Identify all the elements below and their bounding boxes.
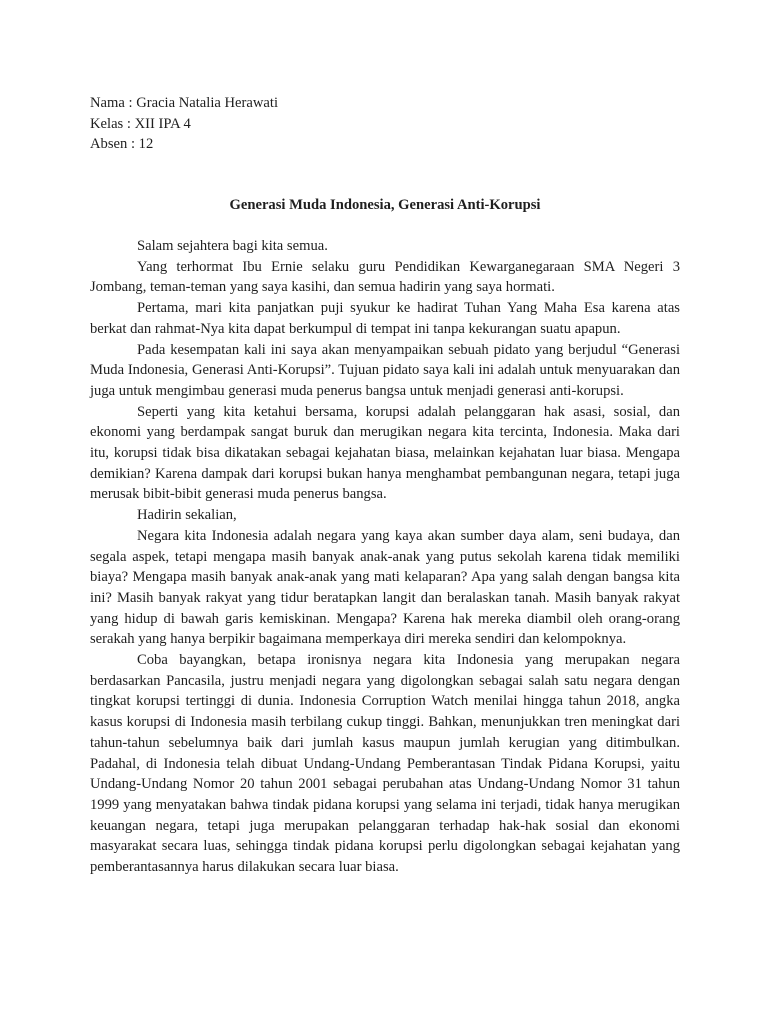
paragraph: Seperti yang kita ketahui bersama, korupsi adalah pelanggaran hak asasi, sosial, dan ekonomi yang berdampak sangat buruk dan merugikan negara kita tercinta, Indonesia. Maka dari itu, korupsi tidak bisa dikatakan sebagai kejahatan biasa, melainkan kejahatan luar biasa. Mengapa demikian? Karena dampak dari korupsi bukan hanya menghambat pembangunan negara, tetapi juga merusak bibit-bibit generasi muda penerus bangsa. [90, 403, 680, 503]
paragraph: Negara kita Indonesia adalah negara yang kaya akan sumber daya alam, seni budaya, dan segala aspek, tetapi mengapa masih banyak anak-anak yang putus sekolah karena tidak memiliki biaya? Mengapa masih banyak anak-anak yang mati kelaparan? Apa yang salah dengan bangsa kita ini? Masih banyak rakyat yang tidur beratapkan langit dan beralaskan tanah. Masih banyak rakyat yang hidup di bawah garis kemiskinan. Mengapa? Karena hak mereka diambil oleh orang-orang serakah yang hanya berpikir bagaimana memperkaya diri mereka sendiri dan kelompoknya. [90, 527, 680, 648]
paragraph: Pada kesempatan kali ini saya akan menyampaikan sebuah pidato yang berjudul “Generasi Muda Indonesia, Generasi Anti-Korupsi”. Tujuan pidato saya kali ini adalah untuk menyuarakan dan juga untuk mengimbau generasi muda penerus bangsa untuk menjadi generasi anti-korupsi. [90, 341, 680, 399]
paragraph: Yang terhormat Ibu Ernie selaku guru Pendidikan Kewarganegaraan SMA Negeri 3 Jombang, teman-teman yang saya kasihi, dan semua hadirin yang saya hormati. [90, 258, 680, 296]
student-name: Nama : Gracia Natalia Herawati [90, 95, 278, 111]
student-info [90, 93, 278, 155]
paragraph: Hadirin sekalian, [137, 507, 237, 524]
speech-body [90, 236, 680, 878]
student-class: Kelas : XII IPA 4 [90, 115, 191, 132]
speech-title: Generasi Muda Indonesia, Generasi Anti-Korupsi [229, 197, 541, 213]
paragraph: Coba bayangkan, betapa ironisnya negara kita Indonesia yang merupakan negara berdasarkan Pancasila, justru menjadi negara yang digolongkan sebagai salah satu negara dengan tingkat korupsi tertinggi di dunia. Indonesia Corruption Watch menilai hingga tahun 2018, angka kasus korupsi di Indonesia masih terbilang cukup tinggi. Bahkan, menunjukkan tren meningkat dari tahun-tahun sebelumnya baik dari jumlah kasus maupun jumlah kerugian yang ditimbulkan. Padahal, di Indonesia telah dibuat Undang-Undang Pemberantasan Tindak Pidana Korupsi, yaitu Undang-Undang Nomor 20 tahun 2001 sebagai perubahan atas Undang-Undang Nomor 31 tahun 1999 yang menyatakan bahwa tindak pidana korupsi yang selama ini terjadi, tidak hanya merugikan keuangan negara, tetapi juga merupakan pelanggaran terhadap hak-hak sosial dan ekonomi masyarakat secara luas, sehingga tindak pidana korupsi perlu digolongkan sebagai kejahatan yang pemberantasannya harus dilakukan secara luar biasa. [90, 652, 680, 876]
student-number: Absen : 12 [90, 136, 154, 152]
paragraph: Pertama, mari kita panjatkan puji syukur ke hadirat Tuhan Yang Maha Esa karena atas berkat dan rahmat-Nya kita dapat berkumpul di tempat ini tanpa kekurangan suatu apapun. [90, 300, 680, 337]
paragraph: Salam sejahtera bagi kita semua. [137, 238, 328, 254]
